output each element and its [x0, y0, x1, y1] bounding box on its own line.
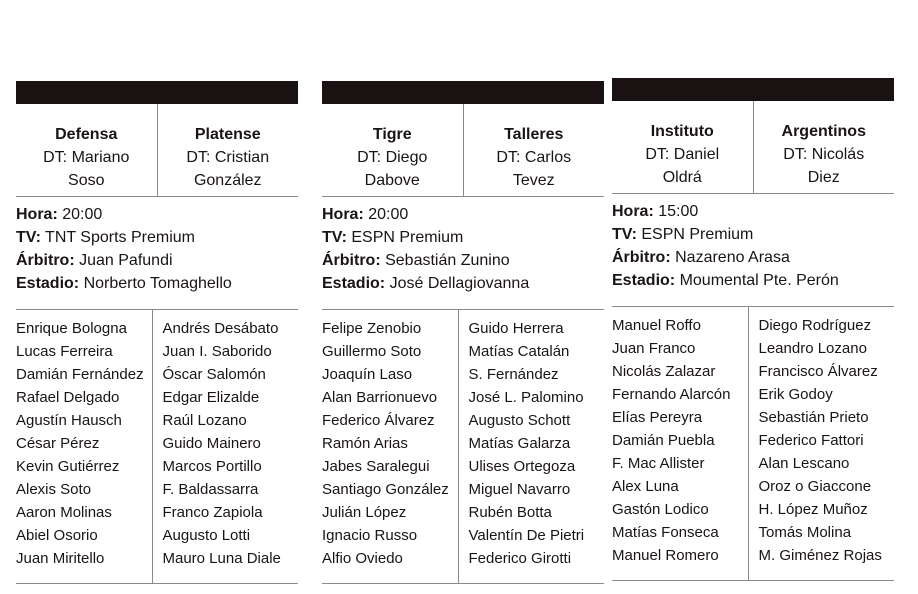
- player: Óscar Salomón: [162, 366, 266, 383]
- player: Guido Mainero: [162, 435, 261, 452]
- lineup-home: [16, 310, 152, 583]
- team-away: [157, 104, 299, 196]
- player: Francisco Álvarez: [758, 363, 878, 380]
- lineups: [322, 310, 604, 584]
- player: Rafael Delgado: [16, 389, 120, 406]
- player: Alfio Oviedo: [322, 550, 403, 567]
- player: Franco Zapiola: [162, 504, 263, 521]
- lineup-home: [322, 310, 458, 583]
- player: Aaron Molinas: [16, 504, 112, 521]
- teams-row: [612, 101, 894, 194]
- player: S. Fernández: [468, 366, 559, 383]
- team-home: [322, 104, 463, 196]
- info-tv-value: ESPN Premium: [641, 226, 754, 243]
- team-home: [16, 104, 157, 196]
- coach: DT: Cristian González: [186, 149, 270, 189]
- player: Juan I. Saborido: [162, 343, 272, 360]
- match-card: [322, 81, 604, 584]
- lineup-away: [152, 310, 299, 583]
- player: Juan Miritello: [16, 550, 105, 567]
- match-info: [322, 197, 604, 310]
- team-name: Tigre: [372, 126, 412, 143]
- match-card: [16, 81, 298, 584]
- player: César Pérez: [16, 435, 100, 452]
- info-stadium-label: Estadio:: [16, 275, 80, 292]
- info-time-value: 20:00: [62, 206, 103, 223]
- player: Ramón Arias: [322, 435, 408, 452]
- player: Agustín Hausch: [16, 412, 122, 429]
- info-referee: [612, 246, 894, 269]
- player: Matías Fonseca: [612, 524, 719, 541]
- coach: DT: Mariano Soso: [43, 149, 130, 189]
- player: Erik Godoy: [758, 386, 833, 403]
- player: Lucas Ferreira: [16, 343, 113, 360]
- player: Guillermo Soto: [322, 343, 422, 360]
- info-referee-label: Árbitro:: [322, 252, 381, 269]
- player: Valentín De Pietri: [468, 527, 585, 544]
- player: Julián López: [322, 504, 407, 521]
- team-home: [612, 101, 753, 193]
- player: F. Mac Allister: [612, 455, 705, 472]
- player: Augusto Lotti: [162, 527, 251, 544]
- info-time: [16, 203, 298, 226]
- lineup-away: [748, 307, 895, 580]
- info-referee-value: Juan Pafundi: [79, 252, 173, 269]
- player: M. Giménez Rojas: [758, 547, 882, 564]
- player: Oroz o Giaccone: [758, 478, 872, 495]
- player: Felipe Zenobio: [322, 320, 422, 337]
- player: Alan Barrionuevo: [322, 389, 438, 406]
- match-info: [612, 194, 894, 307]
- info-referee-label: Árbitro:: [612, 249, 671, 266]
- match-info: [16, 197, 298, 310]
- player: Elías Pereyra: [612, 409, 703, 426]
- player: Alan Lescano: [758, 455, 850, 472]
- info-time-value: 20:00: [368, 206, 409, 223]
- info-stadium-value: Norberto Tomaghello: [83, 275, 232, 292]
- info-time-label: Hora:: [16, 206, 58, 223]
- player: Raúl Lozano: [162, 412, 247, 429]
- team-name: Argentinos: [781, 123, 866, 140]
- team-name: Defensa: [55, 126, 118, 143]
- player: Mauro Luna Diale: [162, 550, 281, 567]
- player: Guido Herrera: [468, 320, 564, 337]
- player: Augusto Schott: [468, 412, 571, 429]
- info-tv: [322, 226, 604, 249]
- player: Alexis Soto: [16, 481, 92, 498]
- info-referee-value: Sebastián Zunino: [385, 252, 510, 269]
- info-tv-value: ESPN Premium: [351, 229, 464, 246]
- info-stadium-label: Estadio:: [612, 272, 676, 289]
- player: Santiago González: [322, 481, 449, 498]
- player: Leandro Lozano: [758, 340, 867, 357]
- info-tv: [612, 223, 894, 246]
- team-name: Talleres: [504, 126, 564, 143]
- info-referee: [322, 249, 604, 272]
- info-referee-value: Nazareno Arasa: [675, 249, 790, 266]
- player: Andrés Desábato: [162, 320, 279, 337]
- player: Damián Fernández: [16, 366, 144, 383]
- player: Joaquín Laso: [322, 366, 413, 383]
- info-tv-label: TV:: [16, 229, 41, 246]
- team-away: [463, 104, 605, 196]
- player: Manuel Romero: [612, 547, 719, 564]
- lineups: [16, 310, 298, 584]
- player: Damián Puebla: [612, 432, 715, 449]
- info-time: [322, 203, 604, 226]
- player: Matías Catalán: [468, 343, 570, 360]
- info-time-label: Hora:: [612, 203, 654, 220]
- player: Marcos Portillo: [162, 458, 262, 475]
- teams-row: [322, 104, 604, 197]
- info-time: [612, 200, 894, 223]
- info-stadium-label: Estadio:: [322, 275, 386, 292]
- header-bar: [612, 78, 894, 101]
- lineup-home: [612, 307, 748, 580]
- info-tv-value: TNT Sports Premium: [45, 229, 195, 246]
- player: Rubén Botta: [468, 504, 552, 521]
- player: Nicolás Zalazar: [612, 363, 716, 380]
- player: Diego Rodríguez: [758, 317, 872, 334]
- player: Tomás Molina: [758, 524, 852, 541]
- info-stadium-value: José Dellagiovanna: [389, 275, 530, 292]
- player: F. Baldassarra: [162, 481, 259, 498]
- player: Abiel Osorio: [16, 527, 98, 544]
- player: H. López Muñoz: [758, 501, 868, 518]
- player: Ignacio Russo: [322, 527, 418, 544]
- player: Gastón Lodico: [612, 501, 709, 518]
- info-tv-label: TV:: [612, 226, 637, 243]
- teams-row: [16, 104, 298, 197]
- coach: DT: Nicolás Diez: [783, 146, 865, 186]
- info-stadium: [612, 269, 894, 292]
- player: Kevin Gutiérrez: [16, 458, 120, 475]
- lineups: [612, 307, 894, 581]
- player: Miguel Navarro: [468, 481, 571, 498]
- player: Fernando Alarcón: [612, 386, 731, 403]
- match-card: [612, 78, 894, 581]
- header-bar: [322, 81, 604, 104]
- team-away: [753, 101, 895, 193]
- player: Federico Fattori: [758, 432, 864, 449]
- coach: DT: Daniel Oldrá: [645, 146, 720, 186]
- info-stadium: [16, 272, 298, 295]
- player: Enrique Bologna: [16, 320, 127, 337]
- player: Ulises Ortegoza: [468, 458, 576, 475]
- info-time-value: 15:00: [658, 203, 699, 220]
- lineup-away: [458, 310, 605, 583]
- info-stadium-value: Moumental Pte. Perón: [679, 272, 839, 289]
- player: Juan Franco: [612, 340, 696, 357]
- player: Federico Álvarez: [322, 412, 435, 429]
- team-name: Platense: [194, 126, 261, 143]
- info-time-label: Hora:: [322, 206, 364, 223]
- player: Manuel Roffo: [612, 317, 701, 334]
- info-tv-label: TV:: [322, 229, 347, 246]
- player: Federico Girotti: [468, 550, 572, 567]
- player: José L. Palomino: [468, 389, 584, 406]
- header-bar: [16, 81, 298, 104]
- info-stadium: [322, 272, 604, 295]
- coach: DT: Carlos Tevez: [496, 149, 572, 189]
- coach: DT: Diego Dabove: [357, 149, 428, 189]
- player: Sebastián Prieto: [758, 409, 869, 426]
- info-referee-label: Árbitro:: [16, 252, 75, 269]
- player: Jabes Saralegui: [322, 458, 430, 475]
- info-referee: [16, 249, 298, 272]
- player: Matías Galarza: [468, 435, 571, 452]
- info-tv: [16, 226, 298, 249]
- player: Alex Luna: [612, 478, 679, 495]
- team-name: Instituto: [650, 123, 714, 140]
- player: Edgar Elizalde: [162, 389, 260, 406]
